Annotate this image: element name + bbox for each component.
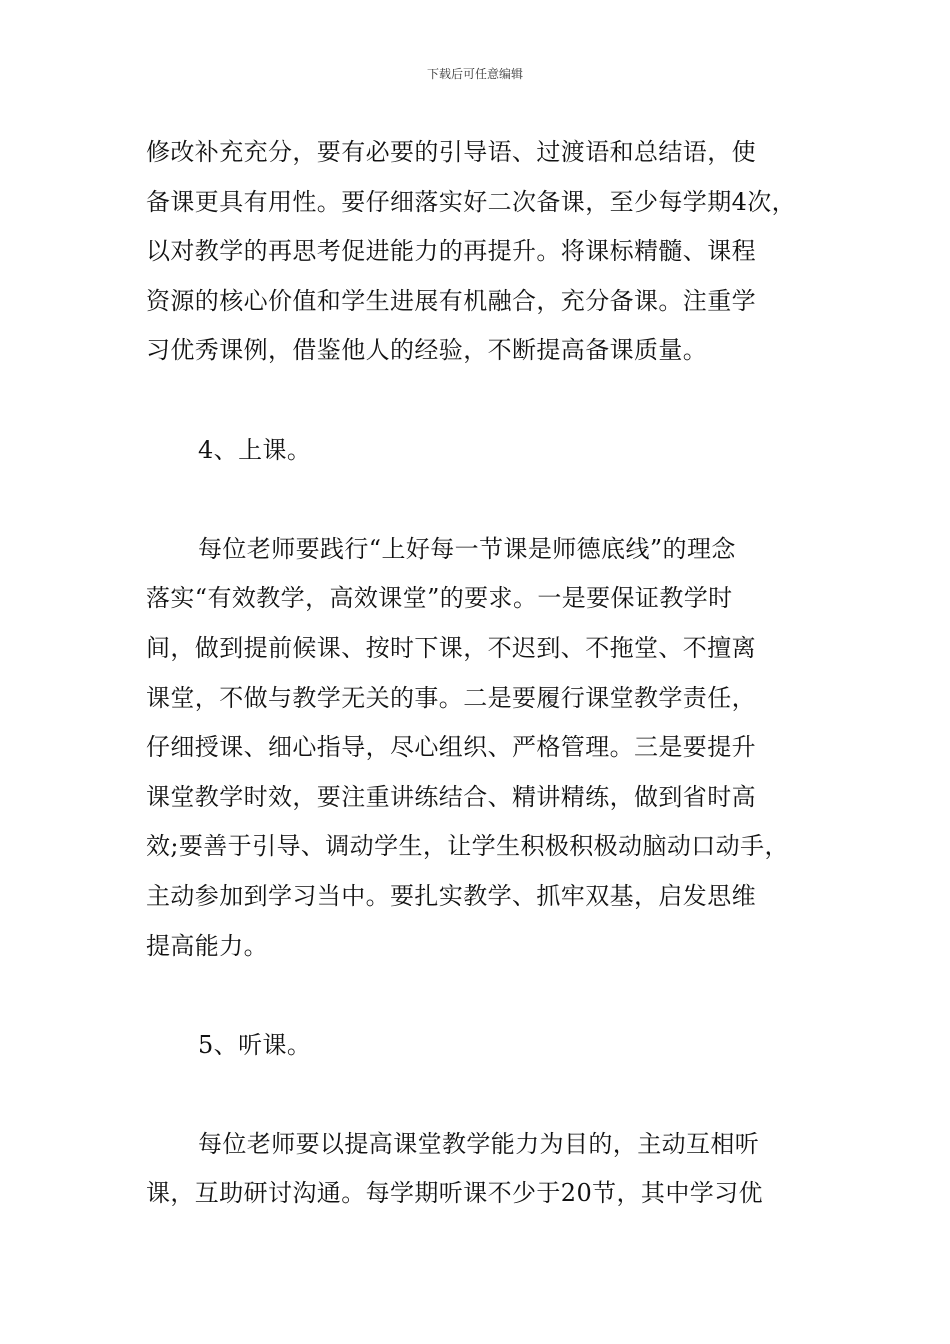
paragraph-backup-lessons: [146, 128, 826, 376]
paragraph-observation: [146, 1120, 826, 1219]
page-header: 下载后可任意编辑: [426, 67, 523, 81]
text-line: 以对教学的再思考促进能力的再提升。将课标精髓、课程: [146, 237, 756, 266]
section-heading-teaching: 4、上课。: [198, 435, 312, 464]
text-line: 每位老师要以提高课堂教学能力为目的，主动互相听: [198, 1129, 760, 1158]
text-line: 课堂，不做与教学无关的事。二是要履行课堂教学责任，: [146, 683, 756, 712]
paragraph-gap: [146, 376, 826, 426]
text-line: 习优秀课例，借鉴他人的经验，不断提高备课质量。: [146, 336, 708, 365]
paragraph-gap: [146, 1070, 826, 1120]
text-line: 资源的核心价值和学生进展有机融合，充分备课。注重学: [146, 286, 756, 315]
text-line: 落实“有效教学，高效课堂”的要求。一是要保证教学时: [146, 584, 733, 613]
document-body: [146, 128, 826, 1219]
text-line: 间，做到提前候课、按时下课，不迟到、不拖堂、不擅离: [146, 633, 756, 662]
section-heading-observation: 5、听课。: [198, 1030, 312, 1059]
paragraph-teaching: [146, 525, 826, 971]
text-line: 仔细授课、细心指导，尽心组织、严格管理。三是要提升: [146, 733, 756, 762]
text-line: 每位老师要践行“上好每一节课是师德底线”的理念: [198, 534, 736, 563]
paragraph-gap: [146, 475, 826, 525]
text-line: 主动参加到学习当中。要扎实教学、抓牢双基，启发思维: [146, 881, 756, 910]
text-line: 备课更具有用性。要仔细落实好二次备课，至少每学期4次，: [146, 187, 797, 216]
text-line: 课，互助研讨沟通。每学期听课不少于20节，其中学习优: [146, 1179, 763, 1208]
text-line: 修改补充充分，要有必要的引导语、过渡语和总结语，使: [146, 138, 756, 166]
text-line: 课堂教学时效，要注重讲练结合、精讲精练，做到省时高: [146, 782, 756, 811]
text-line: 提高能力。: [146, 931, 268, 960]
paragraph-gap: [146, 971, 826, 1021]
text-line: 效;要善于引导、调动学生，让学生积极积极动脑动口动手，: [146, 832, 789, 861]
